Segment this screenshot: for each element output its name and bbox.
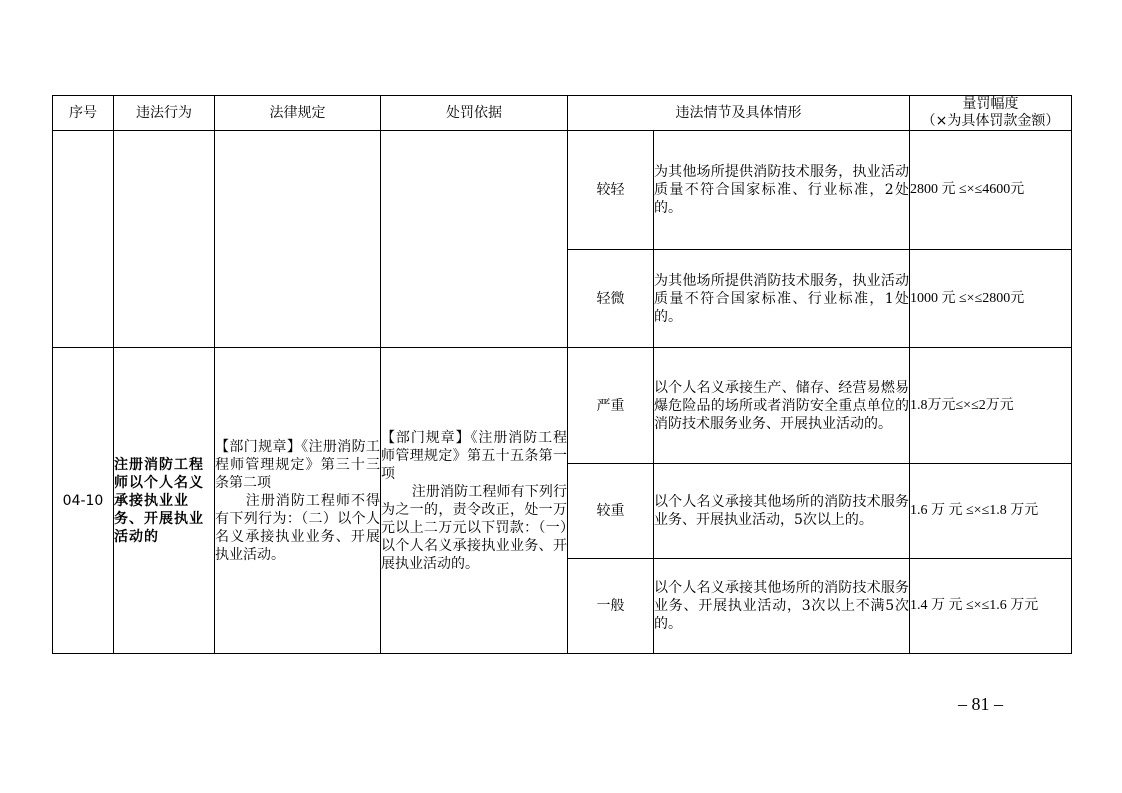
empty-cell xyxy=(381,131,568,348)
header-amount-line2: （×为具体罚款金额） xyxy=(921,113,1060,129)
serial-cell: 04-10 xyxy=(53,348,114,654)
header-violation: 违法行为 xyxy=(114,96,215,131)
empty-cell xyxy=(114,131,215,348)
detail-cell: 为其他场所提供消防技术服务，执业活动质量不符合国家标准、行业标准，2处的。 xyxy=(654,131,910,250)
amount-cell: 1.6 万 元 ≤×≤1.8 万元 xyxy=(910,464,1072,559)
empty-cell xyxy=(53,131,114,348)
amount-cell: 1.4 万 元 ≤×≤1.6 万元 xyxy=(910,559,1072,654)
header-basis: 处罚依据 xyxy=(381,96,568,131)
empty-cell xyxy=(215,131,381,348)
amount-cell: 1.8万元≤×≤2万元 xyxy=(910,348,1072,464)
table-row xyxy=(53,348,1072,464)
penalty-table xyxy=(52,95,1072,654)
header-law: 法律规定 xyxy=(215,96,381,131)
detail-cell: 为其他场所提供消防技术服务，执业活动质量不符合国家标准、行业标准，1处的。 xyxy=(654,250,910,348)
header-circumstance: 违法情节及具体情形 xyxy=(568,96,910,131)
law-source: 【部门规章】《注册消防工程师管理规定》第三十三条第二项 xyxy=(215,438,380,491)
table-row xyxy=(53,131,1072,250)
page-number: – 81 – xyxy=(958,694,1003,714)
level-cell: 较重 xyxy=(568,464,654,559)
detail-cell: 以个人名义承接其他场所的消防技术服务业务、开展执业活动，5次以上的。 xyxy=(654,464,910,559)
amount-cell: 2800 元 ≤×≤4600元 xyxy=(910,131,1072,250)
level-cell: 较轻 xyxy=(568,131,654,250)
detail-cell: 以个人名义承接其他场所的消防技术服务业务、开展执业活动，3次以上不满5次的。 xyxy=(654,559,910,654)
basis-source: 【部门规章】《注册消防工程师管理规定》第五十五条第一项 xyxy=(381,429,567,482)
detail-cell: 以个人名义承接生产、储存、经营易燃易爆危险品的场所或者消防安全重点单位的消防技术服务业务、开展执业活动的。 xyxy=(654,348,910,464)
law-text: 注册消防工程师不得有下列行为：（二）以个人名义承接执业业务、开展执业活动。 xyxy=(215,492,380,563)
header-serial: 序号 xyxy=(53,96,114,131)
level-cell: 一般 xyxy=(568,559,654,654)
header-amount-line1: 量罚幅度 xyxy=(962,96,1019,112)
basis-text: 注册消防工程师有下列行为之一的，责令改正，处一万元以上二万元以下罚款：（一）以个人名义承接执业业务、开展执业活动的。 xyxy=(381,483,567,572)
amount-cell: 1000 元 ≤×≤2800元 xyxy=(910,250,1072,348)
table-header-row xyxy=(53,96,1072,131)
header-amount xyxy=(910,96,1072,131)
level-cell: 轻微 xyxy=(568,250,654,348)
violation-cell: 注册消防工程师以个人名义承接执业业务、开展执业活动的 xyxy=(114,348,215,654)
law-cell xyxy=(215,348,381,654)
level-cell: 严重 xyxy=(568,348,654,464)
basis-cell xyxy=(381,348,568,654)
